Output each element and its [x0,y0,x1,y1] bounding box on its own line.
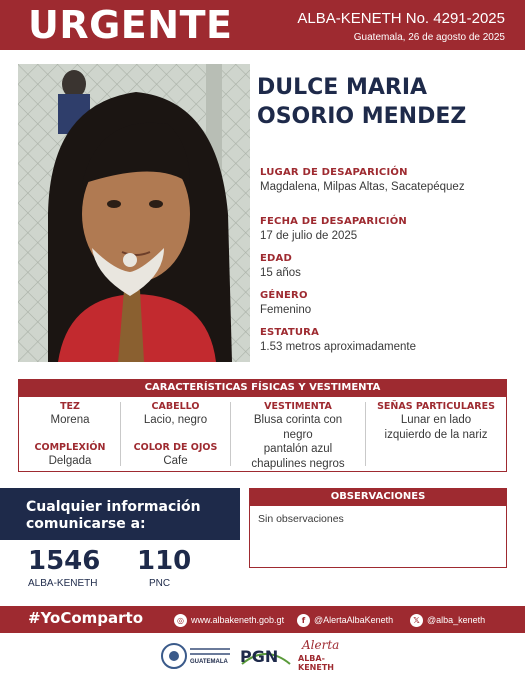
urgent-title: URGENTE [28,3,233,47]
globe-icon: ◎ [174,614,187,627]
x-icon: 𝕏 [410,614,423,627]
government-logo [160,638,232,674]
person-name [257,73,519,131]
info-label: EDAD [260,253,292,264]
pgn-logo-text: PGN [240,647,279,666]
info-value: Femenino [260,304,312,316]
info-value: 15 años [260,267,301,279]
contact-line2: comunicarse a: [26,516,146,532]
social-text[interactable]: @alba_keneth [427,615,486,625]
char-label: TEZ [60,401,80,412]
char-value-line: negro [283,428,313,441]
info-place [260,167,522,193]
info-value: 1.53 metros aproximadamente [260,341,416,353]
char-value: Delgada [48,455,92,467]
char-value: Morena [50,414,90,426]
char-value-line: pantalón azul [263,443,333,455]
info-age [260,253,522,279]
char-complexion [20,442,120,469]
hashtag: #YoComparto [28,609,144,627]
phone-label-alba: ALBA-KENETH [28,578,98,589]
social-facebook[interactable] [297,612,393,628]
alert-number: ALBA-KENETH No. 4291-2025 [297,10,505,27]
phone-number-alba[interactable]: 1546 [28,546,101,576]
social-website[interactable] [174,612,284,628]
char-value-line: Lunar en lado [400,414,472,426]
phone-label-pnc: PNC [149,578,171,589]
char-value: Lacio, negro [143,414,208,426]
info-value: Magdalena, Milpas Altas, Sacatepéquez [260,181,465,193]
alerta-alba-keneth-logo [298,638,354,674]
char-vestimenta [231,401,365,471]
alerta-logo-line2: ALBA-KENETH [298,654,334,672]
char-label: COLOR DE OJOS [133,442,218,453]
char-value-line: izquierdo de la nariz [384,428,488,441]
person-name-line2: OSORIO MENDEZ [257,104,467,129]
char-label: CABELLO [151,401,200,412]
char-tez [20,401,120,428]
char-value-line: chapulines negros [251,457,345,470]
info-height [260,327,522,353]
observations-title: OBSERVACIONES [249,488,507,506]
info-date [260,216,522,242]
social-text[interactable]: @AlertaAlbaKeneth [314,615,394,625]
facebook-icon: f [297,614,310,627]
social-x[interactable] [410,612,485,628]
characteristics-title: CARACTERÍSTICAS FÍSICAS Y VESTIMENTA [18,379,507,397]
info-label: FECHA DE DESAPARICIÓN [260,216,407,227]
missing-person-photo [18,64,250,362]
char-label: SEÑAS PARTICULARES [377,401,495,412]
alert-place-date: Guatemala, 26 de agosto de 2025 [353,32,505,43]
info-value: 17 de julio de 2025 [260,230,358,242]
government-logo-text: GUATEMALA [190,659,228,665]
contact-text [26,499,236,533]
info-label: LUGAR DE DESAPARICIÓN [260,167,408,178]
info-label: GÉNERO [260,290,308,301]
char-value-line: Blusa corinta con [253,414,343,426]
phone-number-pnc[interactable]: 110 [137,546,192,576]
char-senas [366,401,506,442]
char-label: COMPLEXIÓN [34,442,106,453]
social-text[interactable]: www.albakeneth.gob.gt [191,615,285,625]
observations-text: Sin observaciones [258,513,344,525]
char-label: VESTIMENTA [264,401,332,412]
char-value: Cafe [163,455,188,467]
info-label: ESTATURA [260,327,320,338]
pgn-logo [238,638,294,674]
contact-line1: Cualquier información [26,499,201,515]
alerta-logo-line1: Alerta [302,638,340,652]
info-gender [260,290,522,316]
char-ojos [121,442,230,469]
char-cabello [121,401,230,428]
person-name-line1: DULCE MARIA [257,75,428,100]
